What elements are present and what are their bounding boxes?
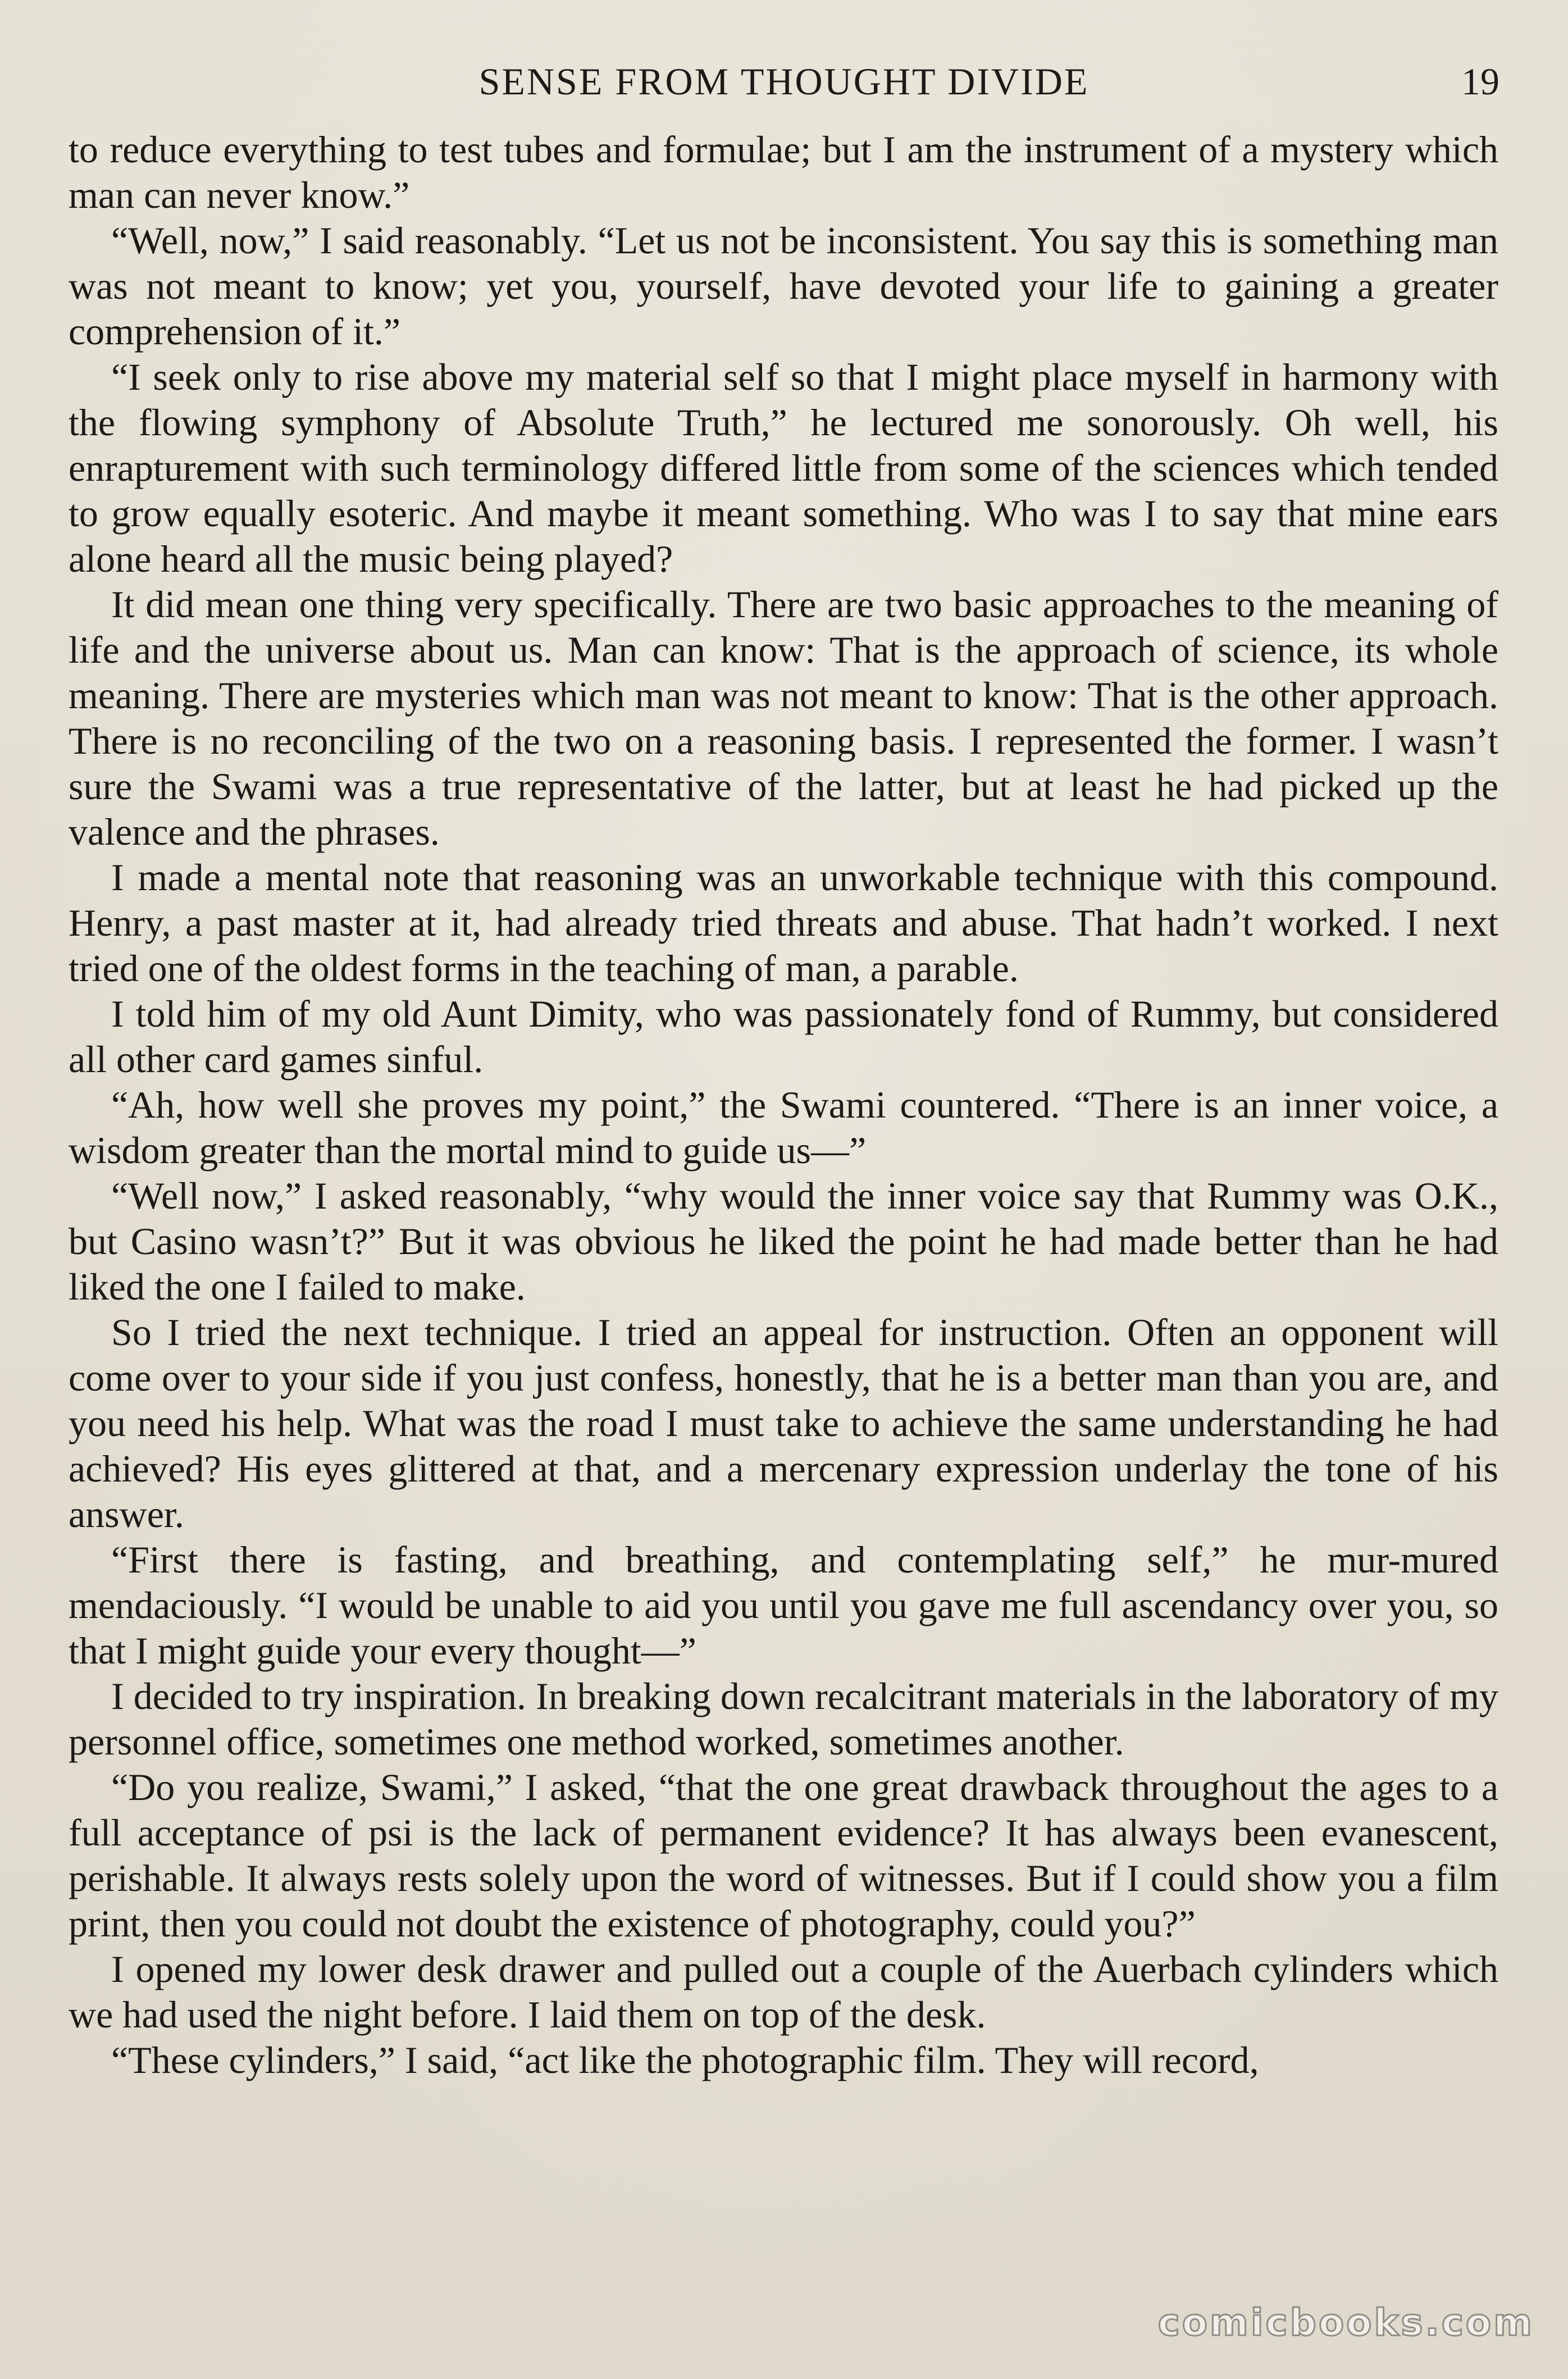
paragraph: “Do you realize, Swami,” I asked, “that the one great drawback throughout the ages to a full acceptance of psi is the lack of permanent evidence? It has always been evanescent, perishable. It always rests solely upon the word of witnesses. But if I could show you a film print, then you could not doubt the existence of photography, could you?” xyxy=(69,1766,1498,1945)
paragraph: “Ah, how well she proves my point,” the Swami countered. “There is an inner voice, a wisdom greater than the mortal mind to guide us—” xyxy=(69,1083,1498,1172)
paragraph: “Well, now,” I said reasonably. “Let us not be inconsistent. You say this is something man was not meant to know; yet you, yourself, have devoted your life to gaining a greater comprehension of it.” xyxy=(69,219,1498,353)
paragraph: “Well now,” I asked reasonably, “why would the inner voice say that Rummy was O.K., but Casino wasn’t?” But it was obvious he liked the point he had made better than he had liked the one I failed to make. xyxy=(69,1174,1498,1308)
running-title: SENSE FROM THOUGHT DIVIDE xyxy=(478,60,1090,103)
page-number: 19 xyxy=(1461,60,1499,103)
paragraph: I decided to try inspiration. In breaking down recalcitrant materials in the laboratory of my personnel office, sometimes one method worked, sometimes another. xyxy=(69,1675,1498,1763)
body-text xyxy=(69,127,1498,2083)
paragraph: “I seek only to rise above my material self so that I might place myself in harmony with the flowing symphony of Absolute Truth,” he lectured me sonorously. Oh well, his enrapturement with such terminology differed little from some of the sciences which tended to grow equally esoteric. And maybe it meant something. Who was I to say that mine ears alone heard all the music being played? xyxy=(69,356,1498,580)
paragraph: I made a mental note that reasoning was an unworkable technique with this compound. Henry, a past master at it, had already tried threats and abuse. That hadn’t worked. I next tried one of the oldest forms in the teaching of man, a parable. xyxy=(69,856,1498,990)
paragraph: I opened my lower desk drawer and pulled out a couple of the Auerbach cylinders which we had used the night before. I laid them on top of the desk. xyxy=(69,1948,1498,2036)
watermark: comicbooks.com xyxy=(1157,2301,1534,2344)
paragraph: to reduce everything to test tubes and formulae; but I am the instrument of a mystery which man can never know.” xyxy=(69,128,1498,216)
paragraph: “These cylinders,” I said, “act like the photographic film. They will record, xyxy=(111,2039,1259,2081)
paragraph: I told him of my old Aunt Dimity, who was passionately fond of Rummy, but considered all other card games sinful. xyxy=(69,992,1498,1081)
paragraph: “First there is fasting, and breathing, and contemplating self,” he mur-mured mendaciously. “I would be unable to aid you until you gave me full ascendancy over you, so that I might guide your every thought—” xyxy=(69,1538,1498,1672)
paragraph: So I tried the next technique. I tried an appeal for instruction. Often an opponent will come over to your side if you just confess, honestly, that he is a better man than you are, and you need his help. What was the road I must take to achieve the same understanding he had achieved? His eyes glittered at that, and a mercenary expression underlay the tone of his answer. xyxy=(69,1311,1498,1535)
paragraph: It did mean one thing very specifically. There are two basic approaches to the meaning of life and the universe about us. Man can know: That is the approach of science, its whole meaning. There are mysteries which man was not meant to know: That is the other approach. There is no reconciling of the two on a reasoning basis. I represented the former. I wasn’t sure the Swami was a true representative of the latter, but at least he had picked up the valence and the phrases. xyxy=(69,583,1498,853)
running-head xyxy=(69,56,1499,107)
